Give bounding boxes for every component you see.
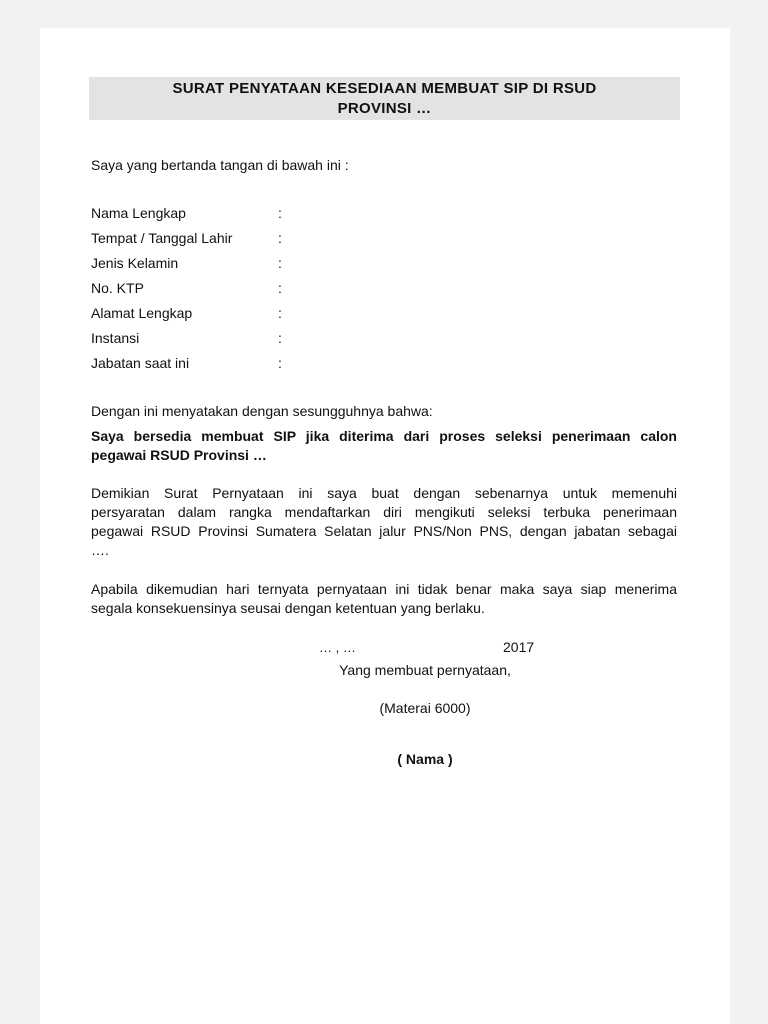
statement-bold-line-2: pegawai RSUD Provinsi …: [91, 447, 267, 463]
paragraph-apabila: [91, 580, 677, 618]
intro-text: Saya yang bertanda tangan di bawah ini :: [91, 157, 349, 173]
field-label-jenis-kelamin: Jenis Kelamin: [91, 255, 179, 271]
paragraph-demikian: [91, 484, 677, 560]
signer-label: Yang membuat pernyataan,: [339, 662, 511, 678]
field-label-nama: Nama Lengkap: [91, 205, 186, 221]
paragraph2-line-2: segala konsekuensinya seusai dengan ketentuan yang berlaku.: [91, 600, 485, 616]
paragraph1-line-2: persyaratan dalam rangka mendaftarkan diri mengikuti seleksi terbuka penerimaan: [91, 504, 677, 520]
place-date: … , …: [319, 640, 356, 655]
field-label-jabatan: Jabatan saat ini: [91, 355, 190, 371]
field-colon: :: [278, 355, 282, 371]
field-colon: :: [278, 205, 282, 221]
paragraph1-line-1: Demikian Surat Pernyataan ini saya buat dengan sebenarnya untuk memenuhi: [91, 485, 677, 501]
paragraph1-line-4: ….: [91, 542, 109, 558]
document-title: [89, 77, 680, 120]
field-label-ttl: Tempat / Tanggal Lahir: [91, 230, 233, 246]
field-label-instansi: Instansi: [91, 330, 140, 346]
field-colon: :: [278, 280, 282, 296]
title-line-2: PROVINSI …: [337, 100, 432, 117]
statement-bold: [91, 427, 677, 465]
field-colon: :: [278, 255, 282, 271]
field-label-ktp: No. KTP: [91, 280, 144, 296]
signer-name: ( Nama ): [397, 751, 453, 767]
signature-year: 2017: [503, 639, 535, 655]
field-colon: :: [278, 230, 282, 246]
field-colon: :: [278, 305, 282, 321]
paragraph1-line-3: pegawai RSUD Provinsi Sumatera Selatan jalur PNS/Non PNS, dengan jabatan sebagai: [91, 523, 677, 539]
statement-intro: Dengan ini menyatakan dengan sesungguhnya bahwa:: [91, 403, 433, 419]
field-colon: :: [278, 330, 282, 346]
field-label-alamat: Alamat Lengkap: [91, 305, 193, 321]
materai-stamp: (Materai 6000): [379, 700, 471, 716]
statement-bold-line-1: Saya bersedia membuat SIP jika diterima dari proses seleksi penerimaan calon: [91, 428, 677, 444]
paragraph2-line-1: Apabila dikemudian hari ternyata pernyataan ini tidak benar maka saya siap menerima: [91, 581, 677, 597]
title-line-1: SURAT PENYATAAN KESEDIAAN MEMBUAT SIP DI RSUD: [172, 80, 597, 97]
